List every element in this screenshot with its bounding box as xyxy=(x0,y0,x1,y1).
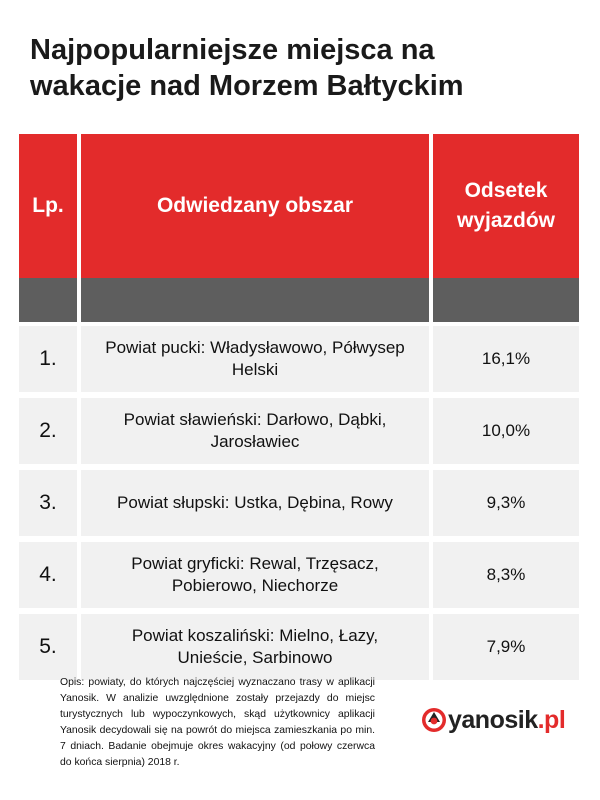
row-area: Powiat słupski: Ustka, Dębina, Rowy xyxy=(81,470,429,536)
ranking-table xyxy=(19,134,579,686)
header-area: Odwiedzany obszar xyxy=(81,134,429,278)
footnote: Opis: powiaty, do których najczęściej wyznaczano trasy w aplikacji Yanosik. W analizie uwzględnione zostały przejazdy do miejsc turystycznych lub wypoczynkowych, skąd użytkownicy aplikacji Yanosik decydowali się na powrót do miejsca zamieszkania po min. 7 dniach. Badanie obejmuje okres wakacyjny (od połowy czerwca do końca sierpnia) 2018 r. xyxy=(60,677,375,768)
row-rank: 3. xyxy=(19,470,77,536)
row-share: 8,3% xyxy=(433,542,579,608)
row-share: 16,1% xyxy=(433,326,579,392)
row-share: 10,0% xyxy=(433,398,579,464)
header-lp: Lp. xyxy=(19,134,77,278)
row-rank: 1. xyxy=(19,326,77,392)
header-share-line-1: Odsetek xyxy=(464,179,548,202)
header-share xyxy=(433,134,579,278)
header-share-line-2: wyjazdów xyxy=(456,209,556,232)
row-share: 7,9% xyxy=(433,614,579,680)
row-rank: 2. xyxy=(19,398,77,464)
title-line-1: Najpopularniejsze miejsca na xyxy=(30,34,435,66)
row-rank: 5. xyxy=(19,614,77,680)
row-area: Powiat gryficki: Rewal, Trzęsacz, Pobierowo, Niechorze xyxy=(81,542,429,608)
yanosik-logo xyxy=(420,702,565,738)
row-share: 9,3% xyxy=(433,470,579,536)
row-area: Powiat pucki: Władysławowo, Półwysep Helski xyxy=(81,326,429,392)
page-title xyxy=(30,32,590,104)
header-band xyxy=(19,278,77,322)
row-area: Powiat koszaliński: Mielno, Łazy, Unieście, Sarbinowo xyxy=(81,614,429,680)
yanosik-logo-icon xyxy=(420,706,448,734)
title-line-2: wakacje nad Morzem Bałtyckim xyxy=(30,70,464,102)
logo-wordmark: yanosik.pl xyxy=(448,705,566,734)
header-band xyxy=(433,278,579,322)
row-area: Powiat sławieński: Darłowo, Dąbki, Jarosławiec xyxy=(81,398,429,464)
header-band xyxy=(81,278,429,322)
row-rank: 4. xyxy=(19,542,77,608)
